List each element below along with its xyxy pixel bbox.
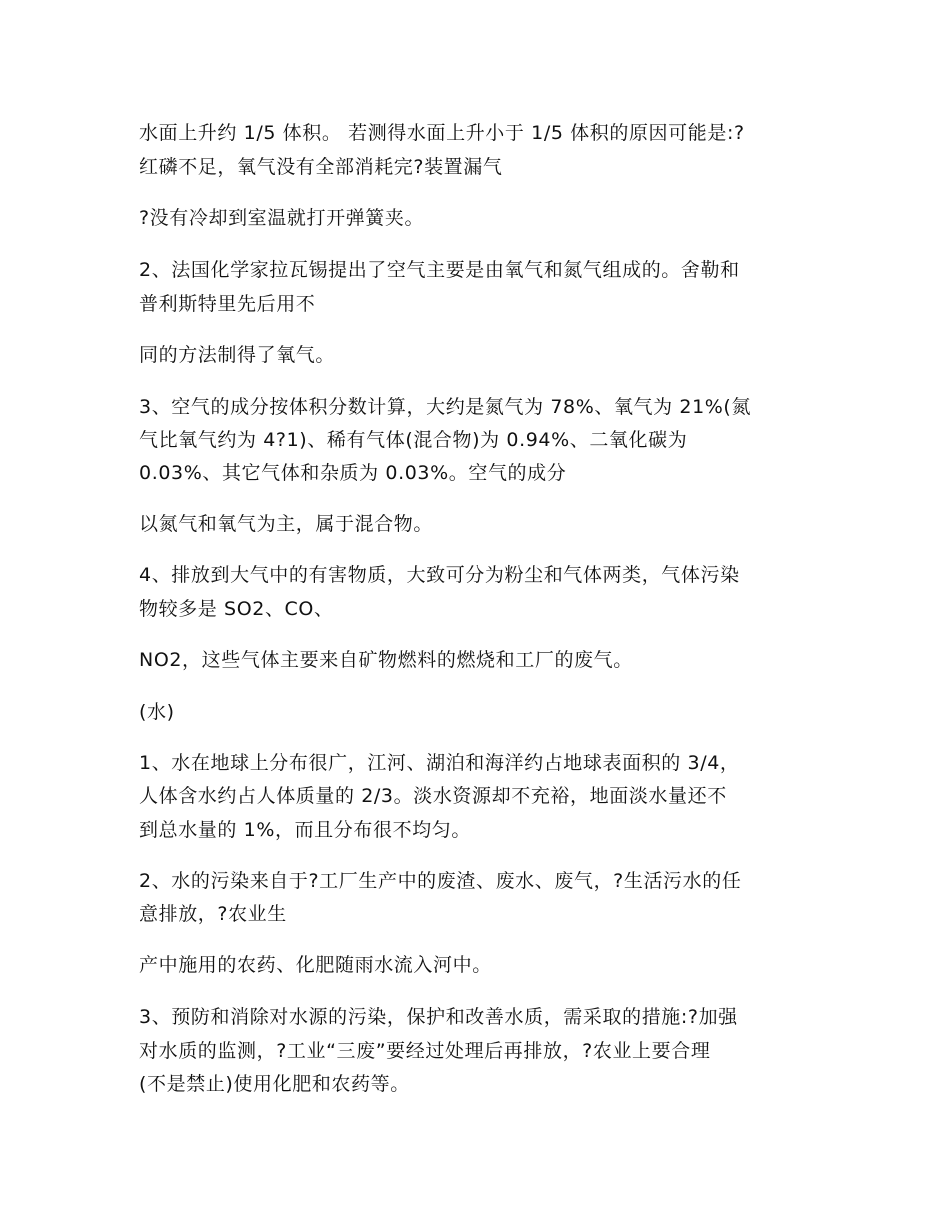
text-line: (不是禁止)使用化肥和农药等。 [139, 1073, 410, 1095]
text-line: 红磷不足，氧气没有全部消耗完?装置漏气 [139, 156, 503, 178]
text-line: 以氮气和氧气为主，属于混合物。 [139, 513, 434, 535]
text-line: 4、排放到大气中的有害物质，大致可分为粉尘和气体两类，气体污染 [139, 564, 740, 586]
text-line: 3、空气的成分按体积分数计算，大约是氮气为 78%、氧气为 21%(氮 [139, 396, 752, 418]
text-line: 水面上升约 1/5 体积。 若测得水面上升小于 1/5 体积的原因可能是:? [139, 122, 745, 144]
text-line: 2、水的污染来自于?工厂生产中的废渣、废水、废气，?生活污水的任 [139, 870, 742, 892]
text-line: 2、法国化学家拉瓦锡提出了空气主要是由氧气和氮气组成的。舍勒和 [139, 259, 740, 281]
text-line: 到总水量的 1%，而且分布很不均匀。 [139, 819, 471, 841]
text-line: 物较多是 SO2、CO、 [139, 598, 334, 620]
text-line: 气比氧气约为 4?1)、稀有气体(混合物)为 0.94%、二氧化碳为 [139, 429, 688, 451]
text-line: ?没有冷却到室温就打开弹簧夹。 [139, 207, 425, 229]
text-line: 产中施用的农药、化肥随雨水流入河中。 [139, 954, 492, 976]
text-line: 3、预防和消除对水源的污染，保护和改善水质，需采取的措施:?加强 [139, 1006, 738, 1028]
text-line: 1、水在地球上分布很广，江河、湖泊和海洋约占地球表面积的 3/4， [139, 752, 740, 774]
section-heading: (水) [139, 701, 175, 723]
text-line: 对水质的监测，?工业“三废”要经过处理后再排放，?农业上要合理 [139, 1040, 711, 1062]
text-line: 同的方法制得了氧气。 [139, 344, 336, 366]
text-line: 普利斯特里先后用不 [139, 293, 316, 315]
text-line: 意排放，?农业生 [139, 903, 287, 925]
text-line: 0.03%、其它气体和杂质为 0.03%。空气的成分 [139, 462, 567, 484]
text-line: NO2，这些气体主要来自矿物燃料的燃烧和工厂的废气。 [139, 649, 633, 671]
text-line: 人体含水约占人体质量的 2/3。淡水资源却不充裕，地面淡水量还不 [139, 785, 727, 807]
